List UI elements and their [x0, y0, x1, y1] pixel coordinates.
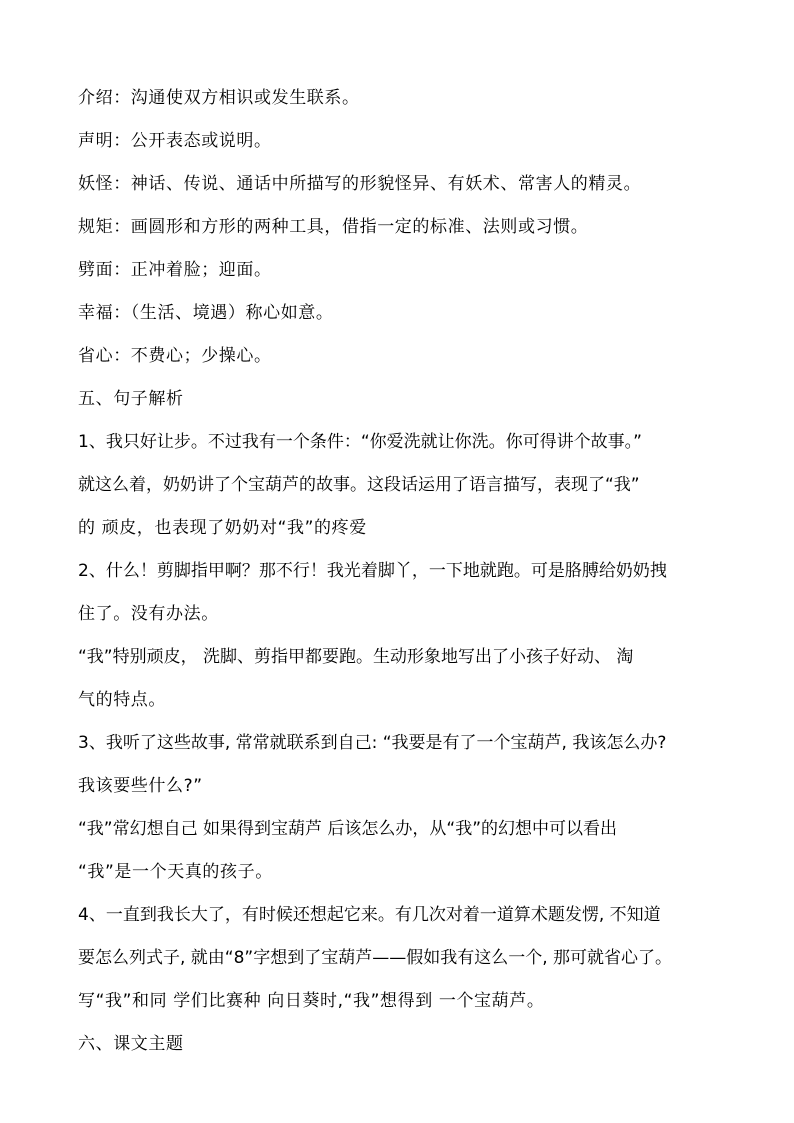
text-line: 介绍：沟通使双方相识或发生联系。: [78, 88, 360, 108]
text-line: 1、我只好让步。不过我有一个条件：“你爱洗就让你洗。你可得讲个故事。”: [78, 432, 642, 452]
text-line: 规矩：画圆形和方形的两种工具，借指一定的标准、法则或习惯。: [78, 217, 589, 237]
text-line: 4、一直到我长大了，有时候还想起它来。有几次对着一道算术题发愣, 不知道: [78, 905, 661, 925]
text-line: 的 顽皮，也表现了奶奶对“我”的疼爱: [78, 518, 367, 538]
text-line: 写“我”和同 学们比赛种 向日葵时,“我”想得到 一个宝葫芦。: [78, 991, 545, 1011]
text-line: 2、什么！剪脚指甲啊？那不行！我光着脚丫，一下地就跑。可是胳膊给奶奶拽: [78, 561, 667, 581]
text-line: 就这么着，奶奶讲了个宝葫芦的故事。这段话运用了语言描写，表现了“我”: [78, 475, 640, 495]
text-line: “我”特别顽皮， 洗脚、剪指甲都要跑。生动形象地写出了小孩子好动、 淘: [78, 647, 634, 667]
text-line: “我”是一个天真的孩子。: [78, 862, 273, 882]
text-line: 3、我听了这些故事, 常常就联系到自己: “我要是有了一个宝葫芦, 我该怎么办?: [78, 733, 667, 753]
text-line: 妖怪：神话、传说、通话中所描写的形貌怪异、有妖术、常害人的精灵。: [78, 174, 642, 194]
text-line: 声明：公开表态或说明。: [78, 131, 272, 151]
text-line: “我”常幻想自己 如果得到宝葫芦 后该怎么办，从“我”的幻想中可以看出: [78, 819, 618, 839]
section-heading: 五、句子解析: [78, 389, 184, 409]
text-line: 要怎么列式子, 就由“8”字想到了宝葫芦——假如我有这么一个, 那可就省心了。: [78, 948, 673, 968]
text-line: 省心：不费心；少操心。: [78, 346, 272, 366]
text-line: 幸福：（生活、境遇）称心如意。: [78, 303, 334, 323]
text-line: 住了。没有办法。: [78, 604, 219, 624]
text-line: 劈面：正冲着脸；迎面。: [78, 260, 272, 280]
text-line: 气的特点。: [78, 690, 166, 710]
text-line: 我该要些什么?”: [78, 776, 203, 796]
section-heading: 六、课文主题: [78, 1034, 184, 1054]
